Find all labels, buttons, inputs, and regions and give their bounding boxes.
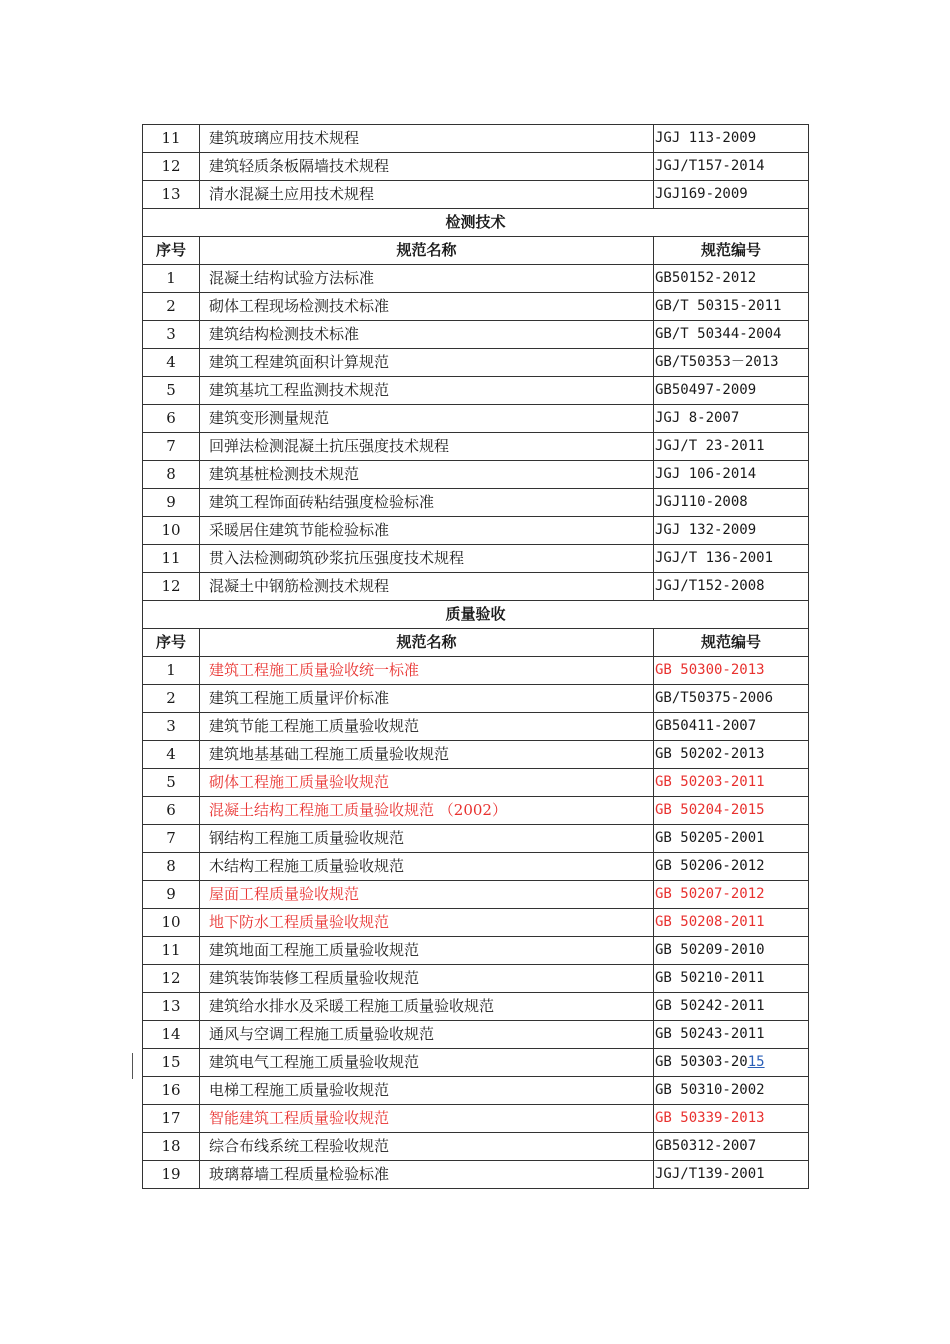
row-number: 1 [143, 657, 200, 685]
row-number: 6 [143, 405, 200, 433]
row-number: 3 [143, 321, 200, 349]
table-row [143, 1105, 809, 1133]
standard-code [654, 1161, 809, 1189]
standard-name: 混凝土结构试验方法标准 [200, 265, 654, 293]
standard-name: 建筑地基基础工程施工质量验收规范 [200, 741, 654, 769]
standard-code-text: JGJ/T 136-2001 [655, 550, 774, 566]
row-number: 5 [143, 377, 200, 405]
standard-name: 建筑基桩检测技术规范 [200, 461, 654, 489]
standard-code-link[interactable]: 15 [747, 1054, 765, 1070]
row-number: 7 [143, 825, 200, 853]
row-number: 2 [143, 293, 200, 321]
standard-code-text: GB 50300-2013 [655, 662, 765, 678]
row-number: 11 [143, 545, 200, 573]
standard-code [654, 1133, 809, 1161]
text-cursor-mark [132, 1053, 133, 1079]
standard-code-text: GB/T50375-2006 [655, 690, 774, 706]
standard-code-text: GB50312-2007 [655, 1138, 757, 1154]
standard-name: 混凝土结构工程施工质量验收规范 （2002） [200, 797, 654, 825]
standard-code [654, 685, 809, 713]
row-number: 10 [143, 909, 200, 937]
standard-code [654, 125, 809, 153]
standard-code [654, 769, 809, 797]
row-number: 18 [143, 1133, 200, 1161]
standard-code [654, 1077, 809, 1105]
standard-code [654, 741, 809, 769]
standard-code-text: GB 50310-2002 [655, 1082, 765, 1098]
table-row [143, 797, 809, 825]
standard-name: 建筑工程施工质量评价标准 [200, 685, 654, 713]
standard-code-text: GB 50208-2011 [655, 914, 765, 930]
standard-code [654, 377, 809, 405]
standard-code-text: JGJ169-2009 [655, 186, 748, 202]
standard-code [654, 517, 809, 545]
row-number: 8 [143, 461, 200, 489]
table-row [143, 181, 809, 209]
standard-code-text: GB 50339-2013 [655, 1110, 765, 1126]
row-number: 2 [143, 685, 200, 713]
table-row [143, 545, 809, 573]
standard-code [654, 349, 809, 377]
table-row [143, 825, 809, 853]
standard-code-text: GB50411-2007 [655, 718, 757, 734]
standard-code [654, 405, 809, 433]
standard-code-text: GB 50202-2013 [655, 746, 765, 762]
standard-code-text: JGJ/T 23-2011 [655, 438, 765, 454]
standard-name: 建筑节能工程施工质量验收规范 [200, 713, 654, 741]
table-row [143, 125, 809, 153]
standard-code-text: JGJ110-2008 [655, 494, 748, 510]
row-number: 13 [143, 181, 200, 209]
standard-code-text: GB 50209-2010 [655, 942, 765, 958]
standard-code-text: GB50152-2012 [655, 270, 757, 286]
standard-name: 清水混凝土应用技术规程 [200, 181, 654, 209]
standard-code [654, 713, 809, 741]
column-header-name: 规范名称 [200, 237, 654, 265]
row-number: 12 [143, 965, 200, 993]
row-number: 4 [143, 349, 200, 377]
standard-code [654, 853, 809, 881]
row-number: 10 [143, 517, 200, 545]
standard-code [654, 433, 809, 461]
standard-code [654, 265, 809, 293]
column-header-no: 序号 [143, 629, 200, 657]
standard-code [654, 545, 809, 573]
standard-code [654, 797, 809, 825]
section-title: 质量验收 [143, 601, 809, 629]
table-row [143, 1021, 809, 1049]
standard-code-text: JGJ/T152-2008 [655, 578, 765, 594]
header-row [143, 237, 809, 265]
table-row [143, 489, 809, 517]
table-row [143, 433, 809, 461]
standard-name: 砌体工程现场检测技术标准 [200, 293, 654, 321]
standard-name: 混凝土中钢筋检测技术规程 [200, 573, 654, 601]
row-number: 7 [143, 433, 200, 461]
standard-name: 玻璃幕墙工程质量检验标准 [200, 1161, 654, 1189]
standard-code-text: GB/T 50344-2004 [655, 326, 782, 342]
standard-name: 智能建筑工程质量验收规范 [200, 1105, 654, 1133]
row-number: 6 [143, 797, 200, 825]
standard-name: 建筑电气工程施工质量验收规范 [200, 1049, 654, 1077]
row-number: 4 [143, 741, 200, 769]
row-number: 12 [143, 573, 200, 601]
standard-code [654, 321, 809, 349]
standard-code [654, 993, 809, 1021]
row-number: 1 [143, 265, 200, 293]
standard-code-text: GB 50206-2012 [655, 858, 765, 874]
standard-code-text: GB/T50353－2013 [655, 354, 779, 370]
table-row [143, 1133, 809, 1161]
table-row [143, 321, 809, 349]
standard-code-text: JGJ 132-2009 [655, 522, 757, 538]
standard-code-text: GB 50207-2012 [655, 886, 765, 902]
table-row [143, 657, 809, 685]
standard-name: 建筑地面工程施工质量验收规范 [200, 937, 654, 965]
standard-name: 地下防水工程质量验收规范 [200, 909, 654, 937]
standard-name: 建筑变形测量规范 [200, 405, 654, 433]
table-row [143, 293, 809, 321]
table-row [143, 1077, 809, 1105]
row-number: 17 [143, 1105, 200, 1133]
row-number: 16 [143, 1077, 200, 1105]
standard-code [654, 937, 809, 965]
standard-code-text: GB 50204-2015 [655, 802, 765, 818]
table-row [143, 853, 809, 881]
standard-name: 屋面工程质量验收规范 [200, 881, 654, 909]
standard-name: 建筑结构检测技术标准 [200, 321, 654, 349]
row-number: 9 [143, 489, 200, 517]
standard-code [654, 293, 809, 321]
standard-code-text: GB 50243-2011 [655, 1026, 765, 1042]
header-row [143, 629, 809, 657]
standard-code [654, 1105, 809, 1133]
standard-name: 贯入法检测砌筑砂浆抗压强度技术规程 [200, 545, 654, 573]
standard-code [654, 657, 809, 685]
standard-code-text: GB50497-2009 [655, 382, 757, 398]
standard-name: 建筑基坑工程监测技术规范 [200, 377, 654, 405]
standard-code-text: GB 50205-2001 [655, 830, 765, 846]
table-row [143, 1161, 809, 1189]
table-row [143, 405, 809, 433]
standard-code-text: JGJ/T157-2014 [655, 158, 765, 174]
table-row [143, 349, 809, 377]
standard-code [654, 881, 809, 909]
standard-code-text: GB 50242-2011 [655, 998, 765, 1014]
standard-name: 通风与空调工程施工质量验收规范 [200, 1021, 654, 1049]
standard-code-text: JGJ 113-2009 [655, 130, 757, 146]
standard-code [654, 181, 809, 209]
row-number: 14 [143, 1021, 200, 1049]
row-number: 12 [143, 153, 200, 181]
standard-code-text: GB 50303-20 [655, 1054, 748, 1070]
section-title: 检测技术 [143, 209, 809, 237]
table-row [143, 153, 809, 181]
row-number: 11 [143, 937, 200, 965]
column-header-name: 规范名称 [200, 629, 654, 657]
standard-name: 钢结构工程施工质量验收规范 [200, 825, 654, 853]
column-header-code: 规范编号 [654, 629, 809, 657]
standard-code-text: GB/T 50315-2011 [655, 298, 782, 314]
row-number: 5 [143, 769, 200, 797]
standard-code [654, 489, 809, 517]
standard-name: 木结构工程施工质量验收规范 [200, 853, 654, 881]
standard-name: 建筑装饰装修工程质量验收规范 [200, 965, 654, 993]
table-row [143, 461, 809, 489]
row-number: 15 [143, 1049, 200, 1077]
column-header-code: 规范编号 [654, 237, 809, 265]
standard-code [654, 1021, 809, 1049]
table-row [143, 909, 809, 937]
standard-name: 建筑玻璃应用技术规程 [200, 125, 654, 153]
standard-name: 电梯工程施工质量验收规范 [200, 1077, 654, 1105]
table-row [143, 965, 809, 993]
standard-code-text: GB 50203-2011 [655, 774, 765, 790]
standard-name: 建筑工程饰面砖粘结强度检验标准 [200, 489, 654, 517]
standard-code [654, 1049, 809, 1077]
table-row [143, 265, 809, 293]
standard-name: 建筑轻质条板隔墙技术规程 [200, 153, 654, 181]
table-row [143, 713, 809, 741]
standard-code [654, 573, 809, 601]
table-row [143, 993, 809, 1021]
table-row [143, 517, 809, 545]
standard-name: 采暖居住建筑节能检验标准 [200, 517, 654, 545]
table-row [143, 377, 809, 405]
standard-code-text: JGJ 8-2007 [655, 410, 740, 426]
standard-code-text: JGJ/T139-2001 [655, 1166, 765, 1182]
standard-name: 建筑工程施工质量验收统一标准 [200, 657, 654, 685]
table-row [143, 685, 809, 713]
table-row [143, 1049, 809, 1077]
standard-name: 建筑工程建筑面积计算规范 [200, 349, 654, 377]
standard-code [654, 965, 809, 993]
standard-name: 建筑给水排水及采暖工程施工质量验收规范 [200, 993, 654, 1021]
standard-code [654, 461, 809, 489]
standards-table-body [143, 125, 809, 1189]
section-title-row [143, 601, 809, 629]
section-title-row [143, 209, 809, 237]
standard-name: 砌体工程施工质量验收规范 [200, 769, 654, 797]
standard-name: 综合布线系统工程验收规范 [200, 1133, 654, 1161]
row-number: 3 [143, 713, 200, 741]
standard-code-text: JGJ 106-2014 [655, 466, 757, 482]
table-row [143, 769, 809, 797]
table-row [143, 573, 809, 601]
row-number: 19 [143, 1161, 200, 1189]
table-row [143, 881, 809, 909]
row-number: 9 [143, 881, 200, 909]
row-number: 13 [143, 993, 200, 1021]
standard-code-text: GB 50210-2011 [655, 970, 765, 986]
standards-table [142, 124, 809, 1189]
row-number: 11 [143, 125, 200, 153]
row-number: 8 [143, 853, 200, 881]
standard-code [654, 909, 809, 937]
standard-code [654, 825, 809, 853]
standard-code [654, 153, 809, 181]
table-row [143, 937, 809, 965]
standard-name: 回弹法检测混凝土抗压强度技术规程 [200, 433, 654, 461]
table-row [143, 741, 809, 769]
column-header-no: 序号 [143, 237, 200, 265]
